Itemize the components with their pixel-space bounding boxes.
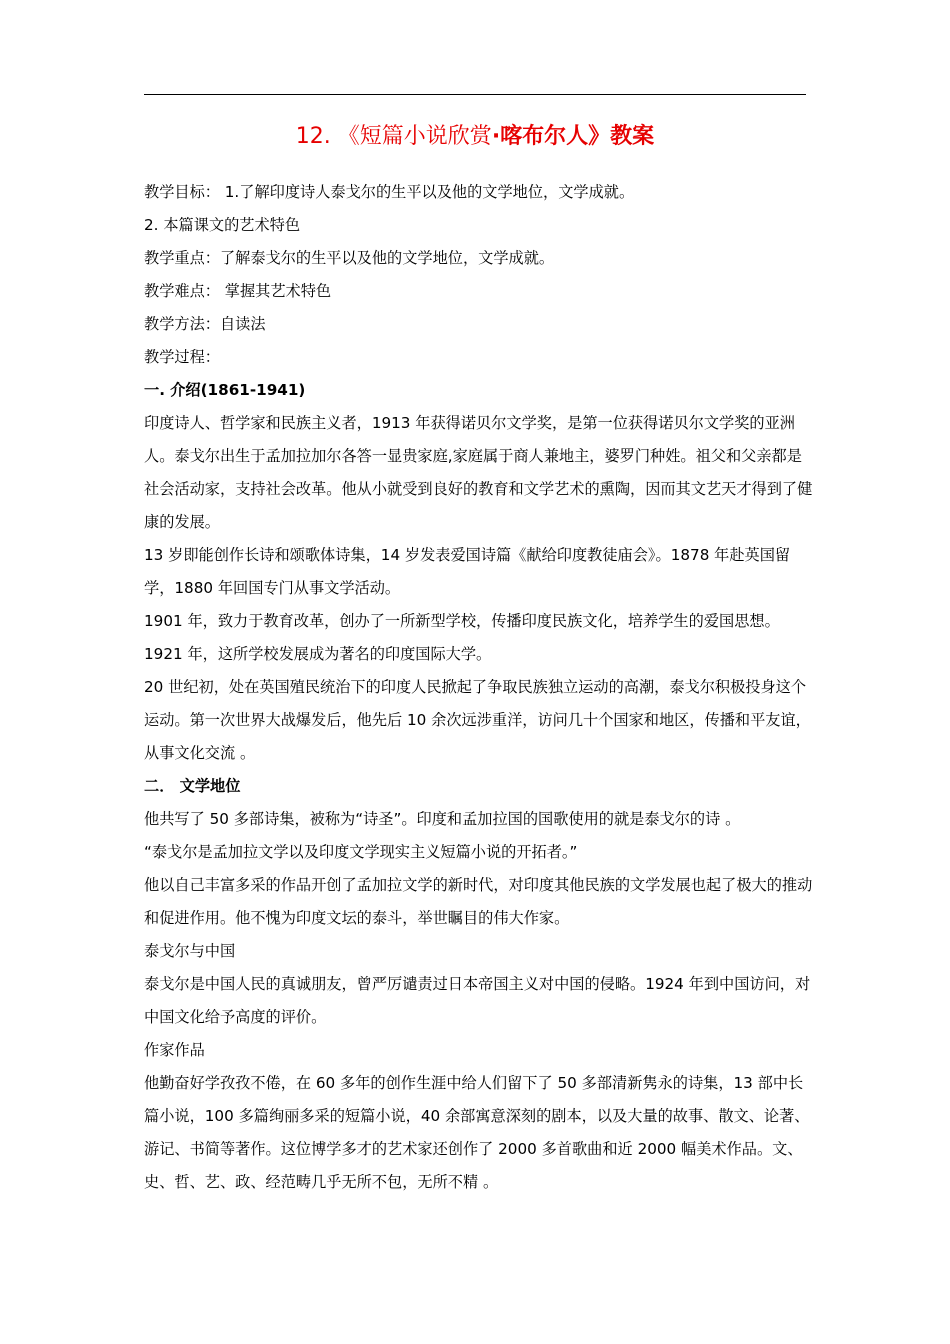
paragraph-process: 教学过程：: [144, 348, 220, 366]
title-number: 12.: [295, 124, 331, 149]
header-rule: [144, 94, 806, 95]
paragraph-works: 他勤奋好学孜孜不倦，在 60 多年的创作生涯中给人们留下了 50 多部清新隽永的诗集，13 部中长篇小说，100 多篇绚丽多采的短篇小说，40 余部寓意深刻的剧本，以及大量的故事、散文、论著、游记、书简等著作。这位博学多才的艺术家还创作了 2000 多首歌曲和近 2000 幅美术作品。文、史、哲、艺、政、经范畴几乎无所不包，无所不精 。: [144, 1074, 810, 1191]
paragraph-objective-2: 2. 本篇课文的艺术特色: [144, 216, 301, 234]
title-dot: ·: [491, 124, 501, 149]
title-part1: 《短篇小说欣赏: [337, 124, 492, 149]
subheading-china: 泰戈尔与中国: [144, 942, 236, 960]
section-heading-intro: 一. 介绍(1861-1941): [144, 381, 306, 399]
paragraph-poetry: 他共写了 50 多部诗集，被称为“诗圣”。印度和孟加拉国的国歌使用的就是泰戈尔的诗 。: [144, 810, 741, 828]
paragraph-quote: “泰戈尔是孟加拉文学以及印度文学现实主义短篇小说的开拓者。”: [144, 843, 578, 861]
document-body: [144, 176, 816, 1199]
paragraph-method: 教学方法：自读法: [144, 315, 266, 333]
paragraph-intro-bio: 印度诗人、哲学家和民族主义者，1913 年获得诺贝尔文学奖，是第一位获得诺贝尔文学奖的亚洲人。泰戈尔出生于孟加拉加尔各答一显贵家庭,家庭属于商人兼地主，婆罗门种姓。祖父和父亲都是社会活动家，支持社会改革。他从小就受到良好的教育和文学艺术的熏陶，因而其文艺天才得到了健康的发展。: [144, 414, 813, 531]
document-title: [144, 118, 806, 156]
paragraph-education-reform: 1901 年，致力于教育改革，创办了一所新型学校，传播印度民族文化，培养学生的爱国思想。1921 年，这所学校发展成为著名的印度国际大学。: [144, 612, 780, 663]
subheading-works: 作家作品: [144, 1041, 205, 1059]
paragraph-influence: 他以自己丰富多采的作品开创了孟加拉文学的新时代，对印度其他民族的文学发展也起了极大的推动和促进作用。他不愧为印度文坛的泰斗，举世瞩目的伟大作家。: [144, 876, 813, 927]
paragraph-china: 泰戈尔是中国人民的真诚朋友，曾严厉谴责过日本帝国主义对中国的侵略。1924 年到中国访问，对中国文化给予高度的评价。: [144, 975, 811, 1026]
paragraph-early-works: 13 岁即能创作长诗和颂歌体诗集，14 岁发表爱国诗篇《献给印度教徒庙会》。1878 年赴英国留学，1880 年回国专门从事文学活动。: [144, 546, 791, 597]
paragraph-objectives: 教学目标： 1.了解印度诗人泰戈尔的生平以及他的文学地位，文学成就。: [144, 183, 635, 201]
section-heading-status: 二． 文学地位: [144, 777, 241, 795]
paragraph-difficulties: 教学难点： 掌握其艺术特色: [144, 282, 332, 300]
title-part2: 喀布尔人》教案: [500, 124, 655, 149]
paragraph-independence: 20 世纪初，处在英国殖民统治下的印度人民掀起了争取民族独立运动的高潮，泰戈尔积极投身这个运动。第一次世界大战爆发后，他先后 10 余次远涉重洋，访问几十个国家和地区，传播和平友谊，从事文化交流 。: [144, 678, 811, 762]
paragraph-key-points: 教学重点：了解泰戈尔的生平以及他的文学地位，文学成就。: [144, 249, 555, 267]
